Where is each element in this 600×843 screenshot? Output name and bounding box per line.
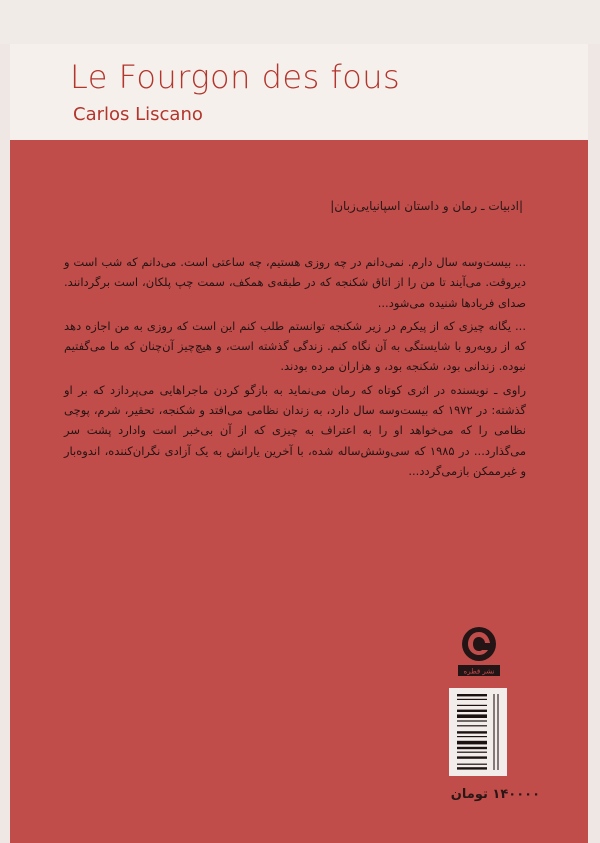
genre-label: |ادبیات ـ رمان و داستان اسپانیایی‌زبان| [330, 199, 523, 213]
barcode-bar [457, 731, 487, 733]
price-label: ۱۴۰۰۰۰ تومان [450, 787, 540, 802]
barcode-bar [457, 736, 487, 737]
book-author: Carlos Liscano [73, 104, 203, 125]
barcode-bar [457, 725, 487, 726]
blurb-paragraph-1: ... بیست‌وسه سال دارم. نمی‌دانم در چه روزی هستیم، چه ساعتی است. می‌دانم که شب است و دیروقت. می‌آیند تا من را از اتاق شکنجه که در طبقه‌ی همکف، سمت چپ پلکان، است برگردانند. صدای فریادها شنیده می‌شود... [64, 255, 526, 310]
barcode-bar [457, 752, 487, 753]
barcode-bar [457, 741, 487, 745]
barcode-bar [457, 764, 487, 765]
barcode-bar [457, 694, 487, 696]
barcode-bar [457, 767, 487, 769]
barcode-bar [457, 720, 487, 721]
barcode-bar [457, 699, 487, 700]
blurb [64, 252, 526, 481]
isbn-barcode [449, 688, 507, 776]
barcode-bar [457, 705, 487, 706]
barcode-bar [457, 747, 487, 749]
book-title: Le Fourgon des fous [70, 58, 401, 96]
blurb-paragraph-2: ... یگانه چیزی که از پیکرم در زیر شکنجه توانستم طلب کنم این است که روزی به من اجازه دهد که از روبه‌رو با شایستگی به آن نگاه کنم. زندگی گذشته است، و هیچ‌چیز آن‌چنان که ما می‌گفتیم نبوده. زندانی بود، شکنجه بود، و هزاران مرده بودند. [64, 318, 526, 374]
blurb-paragraph-3: راوی ـ نویسنده در اثری کوتاه که رمان می‌نماید به بازگو کردن ماجراهایی می‌پردازد که بر او گذشته: در ۱۹۷۲ که بیست‌وسه سال دارد، به زندان نظامی می‌افتد و شکنجه، تحقیر، شرم، پوچی نظامی را که می‌خواهد او را به اعتراف به چیزی که از آن بی‌خبر است وادارد پشت سر می‌گذارد... در ۱۹۸۵ که سی‌وشش‌ساله شده، با آخرین یارانش به یک آزادی نگران‌کننده، اندوه‌بار و غیرممکن بازمی‌گردد... [64, 382, 526, 478]
publisher-name: نشر قطره [463, 667, 495, 676]
barcode-bar [457, 756, 487, 758]
publisher-logo-icon [448, 622, 510, 680]
barcode-bar [457, 710, 487, 712]
barcode-bar [457, 714, 487, 718]
top-strip [0, 0, 600, 44]
